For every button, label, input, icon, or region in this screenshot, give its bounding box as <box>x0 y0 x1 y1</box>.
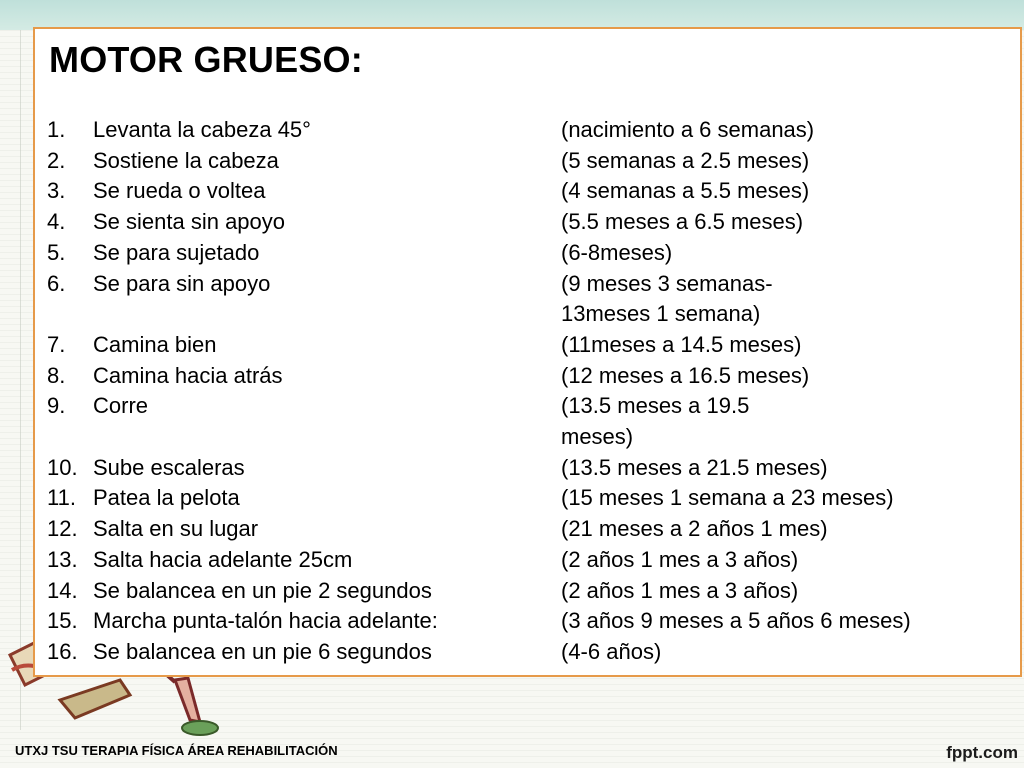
item-activity: Se sienta sin apoyo <box>93 209 286 235</box>
list-item <box>45 146 1005 177</box>
age-line: (nacimiento a 6 semanas) <box>561 117 815 142</box>
age-line: (3 años 9 meses a 5 años 6 meses) <box>561 608 911 634</box>
item-number: 3. <box>47 178 66 204</box>
list-item <box>45 606 1005 637</box>
age-line: (5 semanas a 2.5 meses) <box>561 147 810 173</box>
age-line: (13.5 meses a 21.5 meses) <box>561 454 828 480</box>
item-activity: Camina hacia atrás <box>93 362 283 388</box>
age-line: (21 meses a 2 años 1 mes) <box>561 516 828 542</box>
content-card <box>33 27 1022 677</box>
footer-text: UTXJ TSU TERAPIA FÍSICA ÁREA REHABILITACIÓN <box>15 743 338 758</box>
age-line: (5.5 meses a 6.5 meses) <box>561 209 804 235</box>
age-line: (2 años 1 mes a 3 años) <box>561 546 799 572</box>
item-number: 4. <box>47 209 66 235</box>
item-activity: Corre <box>93 393 149 419</box>
item-activity: Se balancea en un pie 2 segundos <box>93 577 432 603</box>
item-number: 10. <box>47 454 78 480</box>
slide-title: MOTOR GRUESO: <box>49 39 363 80</box>
item-age-range <box>561 576 1001 607</box>
age-line: (2 años 1 mes a 3 años) <box>561 577 799 603</box>
list-item <box>45 207 1005 238</box>
item-age-range <box>561 514 1001 545</box>
list-item <box>45 637 1005 668</box>
item-activity: Camina bien <box>93 331 217 357</box>
item-activity: Se para sujetado <box>93 239 260 265</box>
item-activity: Salta hacia adelante 25cm <box>93 546 353 572</box>
item-number: 8. <box>47 362 66 388</box>
item-age-range <box>561 238 1001 269</box>
item-age-range <box>561 453 1001 484</box>
item-number: 2. <box>47 147 66 173</box>
item-number: 6. <box>47 270 66 296</box>
item-activity: Se balancea en un pie 6 segundos <box>93 638 432 664</box>
list-item <box>45 176 1005 207</box>
age-line: 13meses 1 semana) <box>561 301 761 327</box>
item-age-range <box>561 637 1001 668</box>
item-number: 16. <box>47 638 78 664</box>
item-activity: Marcha punta-talón hacia adelante: <box>93 608 438 634</box>
item-number: 13. <box>47 546 78 572</box>
item-activity: Se para sin apoyo <box>93 270 271 296</box>
item-age-range <box>561 330 1001 361</box>
list-item <box>45 576 1005 607</box>
top-band <box>0 0 1024 30</box>
item-number: 9. <box>47 393 66 419</box>
item-age-range <box>561 545 1001 576</box>
item-age-range <box>561 391 1001 452</box>
brand-label: fppt.com <box>946 743 1018 762</box>
item-age-range <box>561 606 1001 637</box>
list-item <box>45 361 1005 392</box>
age-line: (11meses a 14.5 meses) <box>561 331 802 357</box>
item-number: 12. <box>47 516 78 542</box>
item-age-range <box>561 269 1001 330</box>
list-item <box>45 330 1005 361</box>
item-activity: Sostiene la cabeza <box>93 147 279 173</box>
item-age-range <box>561 361 1001 392</box>
item-activity: Patea la pelota <box>93 485 240 511</box>
list-item <box>45 391 1005 452</box>
item-activity: Sube escaleras <box>93 454 245 480</box>
age-line: (6-8meses) <box>561 239 673 265</box>
list-item <box>45 545 1005 576</box>
item-number: 5. <box>47 239 66 265</box>
list-item <box>45 514 1005 545</box>
age-line: (4-6 años) <box>561 638 662 664</box>
list-item <box>45 238 1005 269</box>
item-age-range <box>561 176 1001 207</box>
list-item <box>45 483 1005 514</box>
item-age-range <box>561 115 1001 146</box>
item-number: 7. <box>47 331 66 357</box>
item-number: 14. <box>47 577 78 603</box>
age-line: (4 semanas a 5.5 meses) <box>561 178 810 204</box>
list-item <box>45 453 1005 484</box>
age-line: (9 meses 3 semanas- <box>561 270 773 296</box>
item-number: 15. <box>47 608 78 634</box>
item-activity: Salta en su lugar <box>93 516 259 542</box>
item-age-range <box>561 146 1001 177</box>
item-activity: Se rueda o voltea <box>93 178 266 204</box>
age-line: (13.5 meses a 19.5 <box>561 393 750 419</box>
item-age-range <box>561 207 1001 238</box>
age-line: (12 meses a 16.5 meses) <box>561 362 810 388</box>
item-activity: Levanta la cabeza 45° <box>93 117 311 142</box>
age-line: meses) <box>561 424 634 450</box>
list-item <box>45 269 1005 330</box>
item-number: 11. <box>47 485 76 511</box>
age-line: (15 meses 1 semana a 23 meses) <box>561 485 894 511</box>
list-item <box>45 115 1005 146</box>
milestone-list <box>45 115 1005 668</box>
item-age-range <box>561 483 1001 514</box>
item-number: 1. <box>47 117 66 142</box>
